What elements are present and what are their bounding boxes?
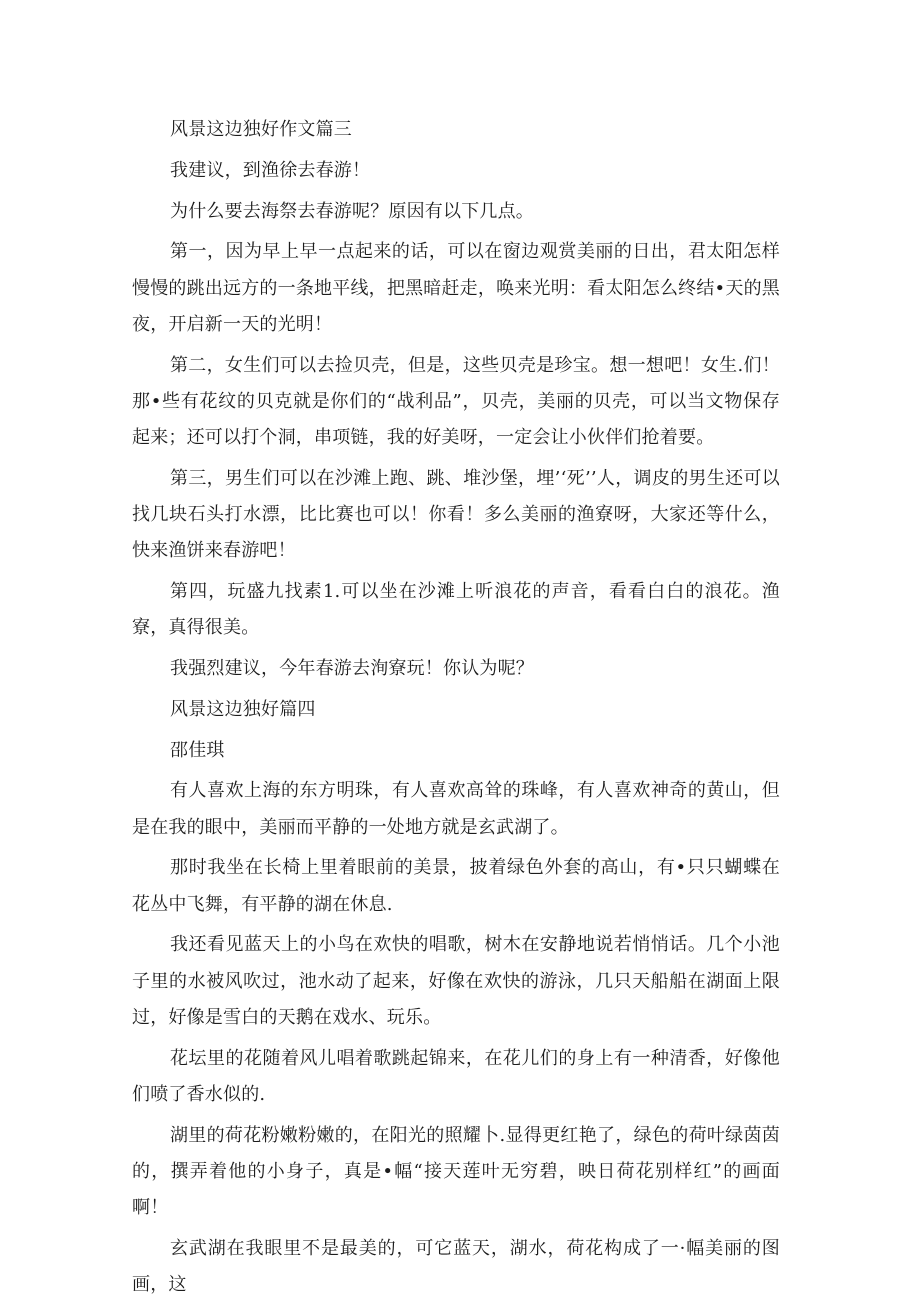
paragraph: 第二，女生们可以去捡贝壳，但是，这些贝壳是珍宝。想一想吧！女生.们！那•些有花纹的贝克就是你们的“战利品”，贝壳，美丽的贝壳，可以当文物保存起来；还可以打个洞，串项链，我的好美呀，一定会让小伙伴们抢着要。	[132, 354, 780, 448]
paragraph: 第一，因为早上早一点起来的话，可以在窗边观赏美丽的日出，君太阳怎样慢慢的跳出远方的一条地平线，把黑暗赶走，唤来光明：看太阳怎么终结•天的黑夜，开启新一天的光明！	[132, 241, 780, 335]
paragraph: 那时我坐在长椅上里着眼前的美景，披着绿色外套的高山，有•只只蝴蝶在花丛中飞舞，有平静的湖在休息.	[132, 857, 780, 915]
paragraph: 有人喜欢上海的东方明珠，有人喜欢高耸的珠峰，有人喜欢神奇的黄山，但是在我的眼中，美丽而平静的一处地方就是玄武湖了。	[132, 780, 780, 838]
paragraph: 湖里的荷花粉嫩粉嫩的，在阳光的照耀卜.显得更红艳了，绿色的荷叶绿茵茵的，撰弄着他的小身子，真是•幅“接天莲叶无穷碧，映日荷花别样红”的画面啊！	[132, 1124, 780, 1218]
author-name: 邵佳琪	[170, 739, 225, 761]
document-body	[132, 112, 780, 1308]
paragraph: 我还看见蓝天上的小鸟在欢快的唱歌，树木在安静地说若悄悄话。几个小池子里的水被风吹过，池水动了起来，好像在欢快的游泳，几只天船船在湖面上限过，好像是雪白的天鹅在戏水、玩乐。	[132, 934, 780, 1028]
paragraph: 我强烈建议，今年春游去洵寮玩！你认为呢？	[170, 658, 534, 679]
paragraph: 第四，玩盛九找素1.可以坐在沙滩上听浪花的声音，看看白白的浪花。渔寮，真得很美。	[132, 581, 780, 639]
paragraph: 花坛里的花随着风儿唱着歌跳起锦来，在花儿们的身上有一种清香，好像他们喷了香水似的.	[132, 1047, 780, 1105]
paragraph: 第三，男生们可以在沙滩上跑、跳、堆沙堡，埋’‘死’’人，调皮的男生还可以找几块石头打水漂，比比赛也可以！你看！多么美丽的渔寮呀，大家还等什么，快来渔饼来春游吧！	[132, 467, 780, 562]
paragraph: 玄武湖在我眼里不是最美的，可它蓝天，湖水，荷花构成了一·幅美丽的图画，这	[132, 1237, 780, 1295]
essay-title-3: 风景这边独好作文篇三	[170, 119, 352, 140]
paragraph: 为什么要去海祭去春游呢？原因有以下几点。	[170, 200, 534, 222]
paragraph: 我建议，到渔徐去春游！	[170, 159, 371, 181]
essay-title-4: 风景这边独好篇四	[170, 698, 316, 720]
